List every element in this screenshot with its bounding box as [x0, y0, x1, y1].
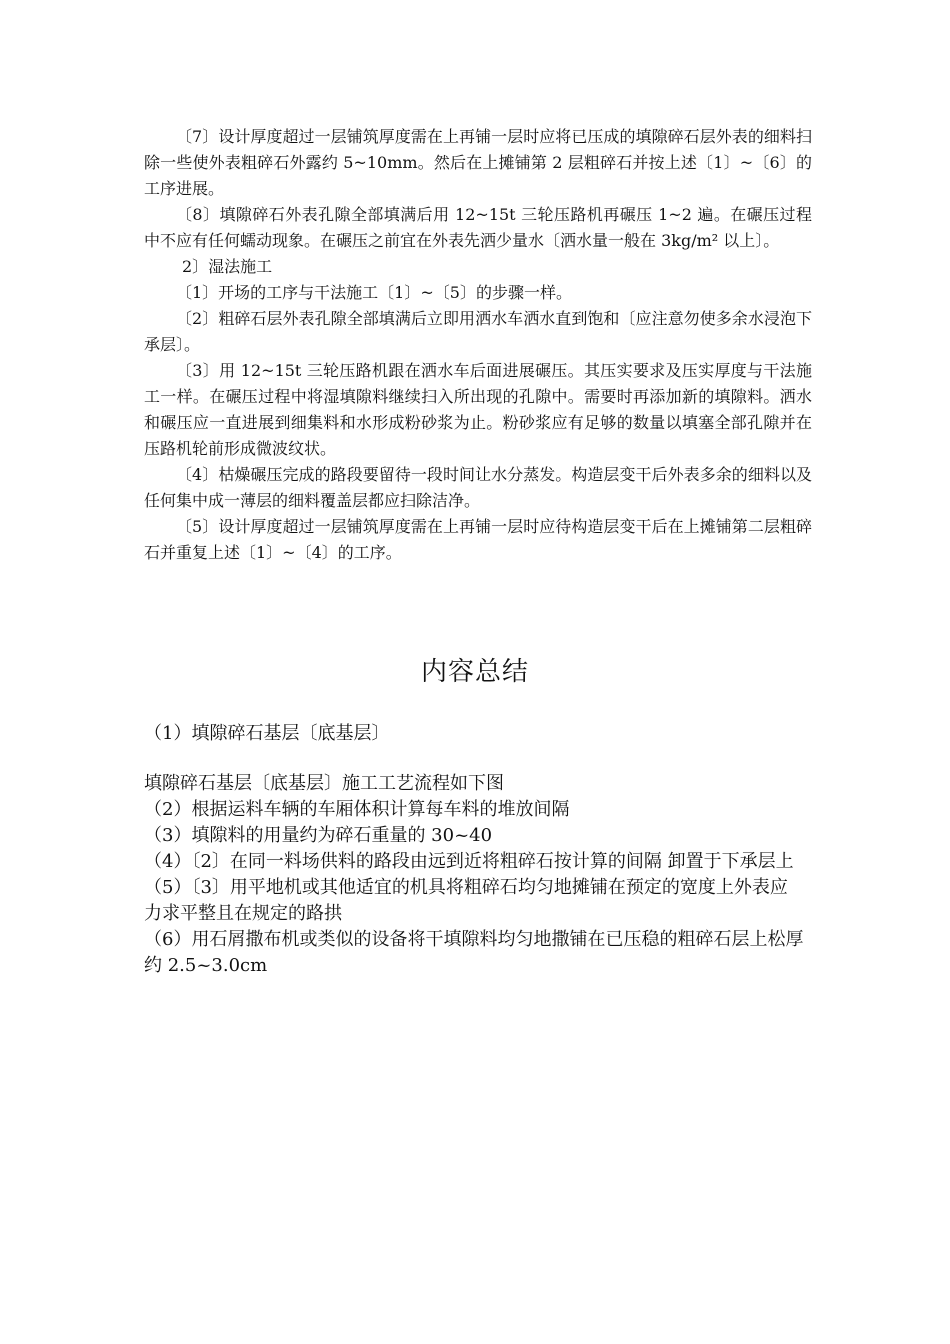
summary-item: （6）用石屑撒布机或类似的设备将干填隙料均匀地撒铺在已压稳的粗碎石层上松厚约 2.5~3.0cm [144, 929, 804, 976]
section-heading-wet-method: 2〕湿法施工 [182, 257, 273, 276]
summary-item: 填隙碎石基层〔底基层〕施工工艺流程如下图 [144, 773, 504, 794]
paragraph-wet-step-1: 〔1〕开场的工序与干法施工〔1〕~〔5〕的步骤一样。 [176, 283, 572, 302]
paragraph-step-8: 〔8〕填隙碎石外表孔隙全部填满后用 12~15t 三轮压路机再碾压 1~2 遍。在碾压过程中不应有任何蠕动现象。在碾压之前宜在外表先洒少量水〔洒水量一般在 3kg/m² 以上〕。 [144, 205, 812, 250]
summary-first-item: （1）填隙碎石基层〔底基层〕 [144, 723, 390, 744]
paragraph-wet-step-4: 〔4〕枯燥碾压完成的路段要留待一段时间让水分蒸发。构造层变干后外表多余的细料以及任何集中成一薄层的细料覆盖层都应扫除洁净。 [144, 465, 812, 510]
summary-item: （3）填隙料的用量约为碎石重量的 30~40 [144, 825, 493, 846]
summary-item: （5）〔3〕用平地机或其他适宜的机具将粗碎石均匀地摊铺在预定的宽度上外表应力求平整且在规定的路拱 [144, 877, 788, 924]
summary-list [144, 771, 804, 979]
summary-item: （4）〔2〕在同一料场供料的路段由远到近将粗碎石按计算的间隔 卸置于下承层上 [144, 851, 794, 872]
body-text [144, 124, 812, 566]
summary-title: 内容总结 [420, 657, 529, 687]
paragraph-wet-step-5: 〔5〕设计厚度超过一层铺筑厚度需在上再铺一层时应待构造层变干后在上摊铺第二层粗碎石并重复上述〔1〕~〔4〕的工序。 [144, 517, 812, 562]
paragraph-wet-step-3: 〔3〕用 12~15t 三轮压路机跟在洒水车后面进展碾压。其压实要求及压实厚度与干法施工一样。在碾压过程中将湿填隙料继续扫入所出现的孔隙中。需要时再添加新的填隙料。洒水和碾压应一直进展到细集料和水形成粉砂浆为止。粉砂浆应有足够的数量以填塞全部孔隙并在压路机轮前形成微波纹状。 [144, 361, 812, 458]
summary-item: （2）根据运料车辆的车厢体积计算每车料的堆放间隔 [144, 799, 570, 820]
paragraph-wet-step-2: 〔2〕粗碎石层外表孔隙全部填满后立即用洒水车洒水直到饱和〔应注意勿使多余水浸泡下承层〕。 [144, 309, 812, 354]
paragraph-step-7: 〔7〕设计厚度超过一层铺筑厚度需在上再铺一层时应将已压成的填隙碎石层外表的细料扫除一些使外表粗碎石外露约 5~10mm。然后在上摊铺第 2 层粗碎石并按上述〔1〕~〔6〕的工序进展。 [144, 127, 812, 198]
